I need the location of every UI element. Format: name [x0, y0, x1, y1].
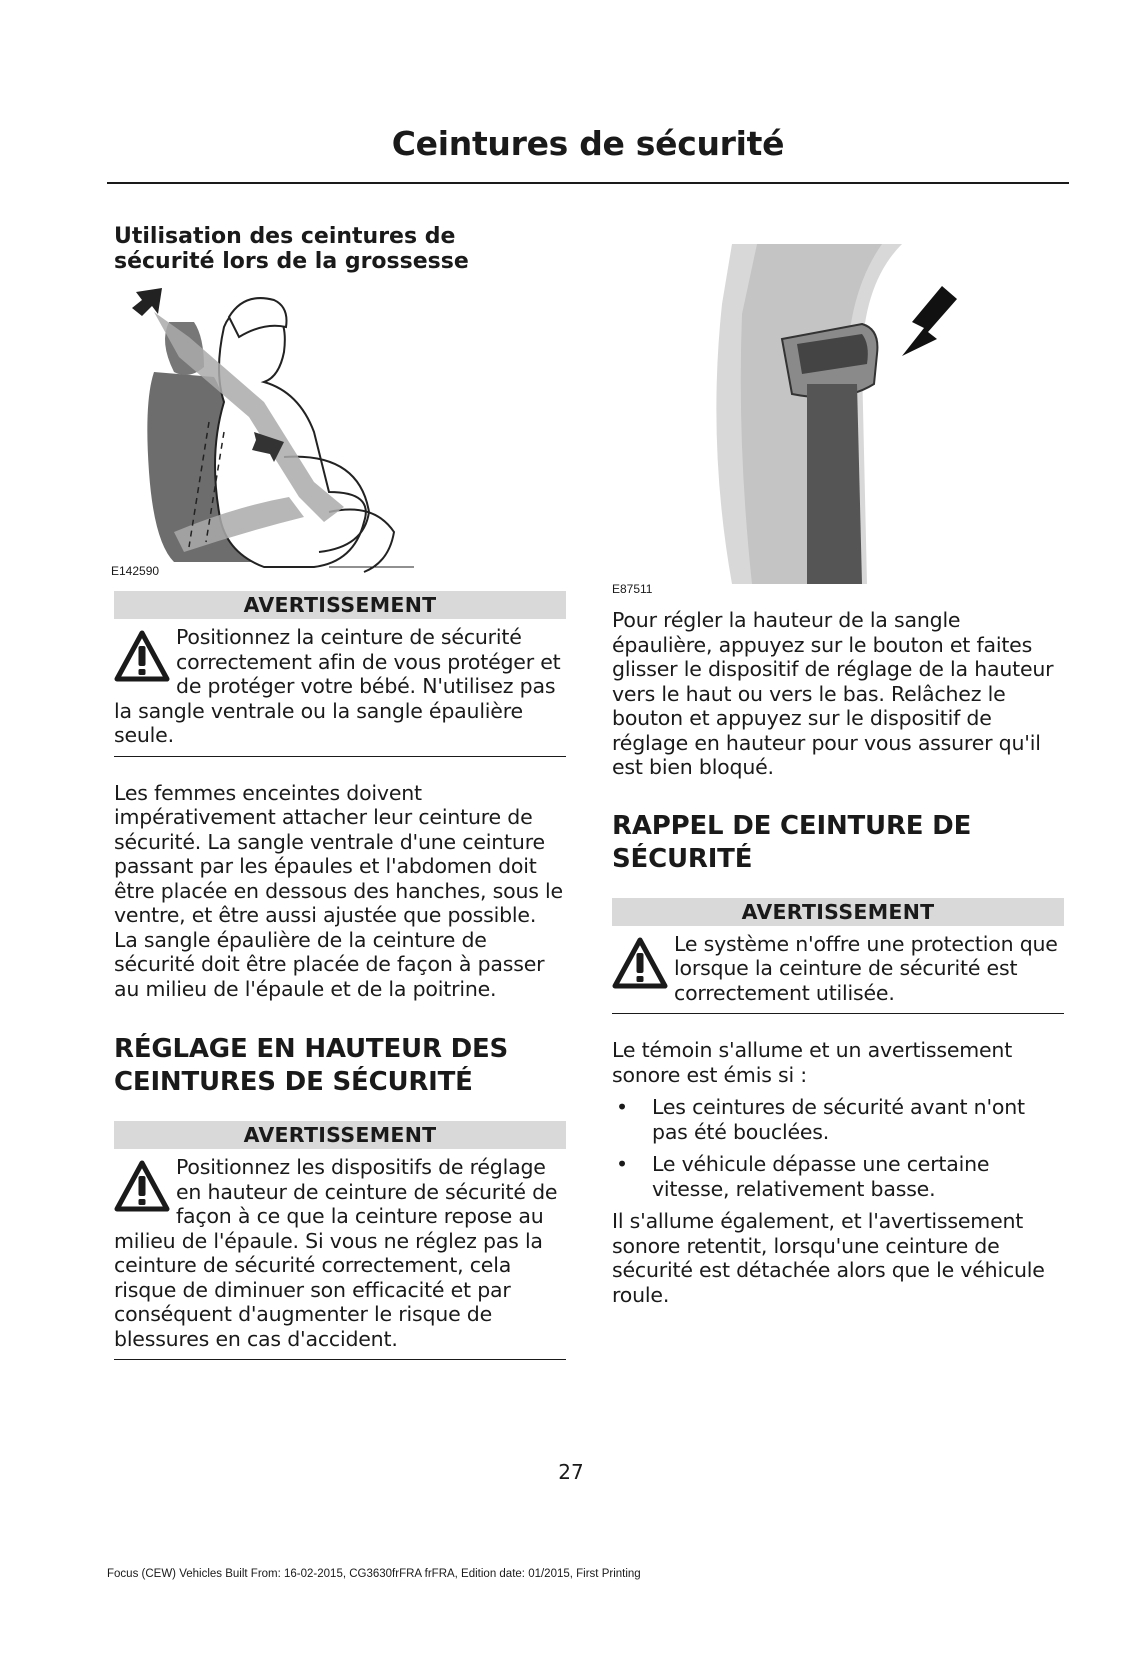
- warning-text: Positionnez la ceinture de sécurité correctement afin de vous protéger et de protéger votre bébé. N'utilisez pas la sangle ventrale ou la sangle épaulière seule.: [114, 625, 561, 747]
- left-column: [111, 224, 566, 1360]
- warning-header: AVERTISSEMENT: [114, 591, 566, 619]
- warning-header: AVERTISSEMENT: [114, 1121, 566, 1149]
- warning-header: AVERTISSEMENT: [612, 898, 1064, 926]
- warning-body: [114, 1149, 566, 1360]
- list-item-text: Le véhicule dépasse une certaine vitesse, relativement basse.: [652, 1152, 990, 1201]
- page-number: 27: [558, 1460, 584, 1484]
- height-adjust-heading: RÉGLAGE EN HAUTEUR DES CEINTURES DE SÉCURITÉ: [114, 1034, 509, 1097]
- pregnant-woman-seatbelt-figure: [111, 282, 566, 582]
- list-item-text: Les ceintures de sécurité avant n'ont pas été bouclées.: [652, 1095, 1025, 1144]
- warning-text: Positionnez les dispositifs de réglage en hauteur de ceinture de sécurité de façon à ce que la ceinture repose au milieu de l'épaule. Si vous ne réglez pas la ceinture de sécurité correctement, cela risque de diminuer son efficacité et par conséquent d'augmenter le risque de blessures en cas d'accident.: [114, 1155, 558, 1351]
- warning-text: Le système n'offre une protection que lorsque la ceinture de sécurité est correctement utilisée.: [674, 931, 1058, 1005]
- height-adjuster-figure: [612, 244, 1064, 608]
- warning-block: [114, 1121, 566, 1360]
- footer-print-info: Focus (CEW) Vehicles Built From: 16-02-2015, CG3630frFRA frFRA, Edition date: 01/2015, First Printing: [107, 1568, 641, 1580]
- warning-body: [612, 926, 1064, 1015]
- warning-triangle-icon: [612, 936, 668, 990]
- height-adjuster-illustration: [612, 244, 1064, 584]
- warning-block: [612, 898, 1064, 1015]
- warning-body: [114, 619, 566, 757]
- reminder-conditions-list: [612, 1095, 1064, 1201]
- list-item: [612, 1152, 1064, 1201]
- warning-triangle-icon: [114, 1159, 170, 1213]
- figure-label: E87511: [612, 582, 653, 596]
- warning-block: [114, 591, 566, 757]
- list-item: [612, 1095, 1064, 1144]
- title-divider: [107, 182, 1069, 184]
- reminder-heading: RAPPEL DE CEINTURE DE SÉCURITÉ: [612, 810, 972, 874]
- reminder-intro: Le témoin s'allume et un avertissement sonore est émis si :: [612, 1038, 1013, 1087]
- pregnancy-heading: Utilisation des ceintures de sécurité lors de la grossesse: [114, 224, 469, 274]
- page-title: Ceintures de sécurité: [391, 124, 785, 163]
- adjust-paragraph: Pour régler la hauteur de la sangle épaulière, appuyez sur le bouton et faites glisser le dispositif de réglage de la hauteur vers le haut ou vers le bas. Relâchez le bouton et appuyez sur le dispositif de réglage en hauteur pour vous assurer qu'il est bien bloqué.: [612, 608, 1054, 779]
- warning-triangle-icon: [114, 629, 170, 683]
- bullet-marker: •: [616, 1095, 628, 1119]
- reminder-paragraph: Il s'allume également, et l'avertissement sonore retentit, lorsqu'une ceinture de sécurité est détachée alors que le véhicule roule.: [612, 1209, 1045, 1307]
- right-column: [612, 244, 1064, 1307]
- pregnant-woman-illustration: [114, 282, 566, 582]
- pregnancy-paragraph: Les femmes enceintes doivent impérativement attacher leur ceinture de sécurité. La sangle ventrale d'une ceinture passant par les épaules et l'abdomen doit être placée en dessous des hanches, sous le ventre, et être aussi ajustée que possible. La sangle épaulière de la ceinture de sécurité doit être placée de façon à passer au milieu de l'épaule et de la poitrine.: [114, 780, 563, 1001]
- bullet-marker: •: [616, 1152, 628, 1176]
- figure-label: E142590: [111, 564, 160, 578]
